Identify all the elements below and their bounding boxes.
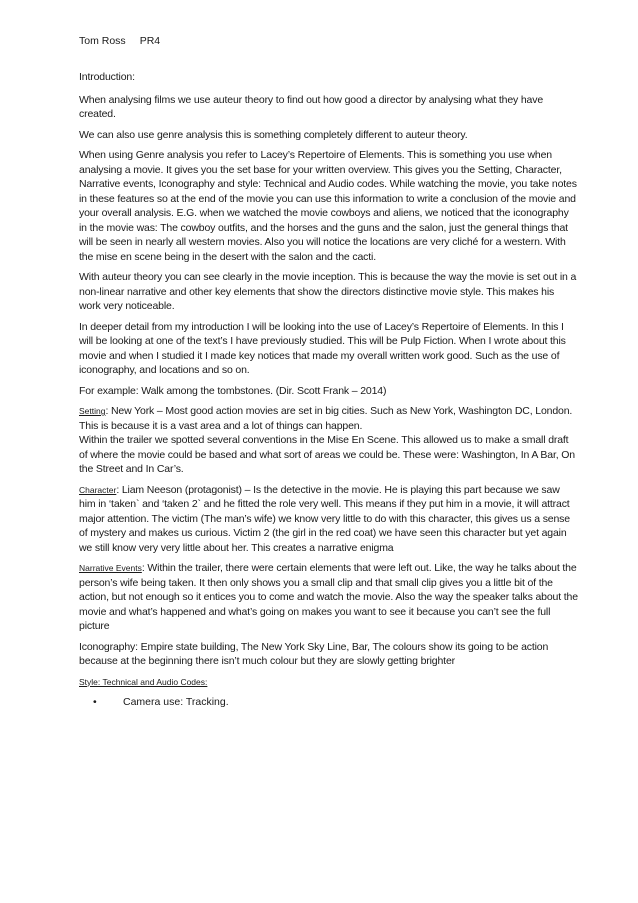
narrative-text: : Within the trailer, there were certain elements that were left out. Like, the way he talks about the person’s wife being taken. It then only shows you a small clip and that small clip gives you a little bit of the action, but not enough so it entices you to come and watch the movie. Also the way the speaker talks about the movie and what’s happened and what’s going on makes you want to see it because you can’t see the full picture bbox=[79, 562, 578, 632]
course-code: PR4 bbox=[139, 35, 161, 47]
character-text: : Liam Neeson (protagonist) – Is the detective in the movie. He is playing this part because we saw him in ‘taken` and ‘taken 2` and he fitted the role very well. This means if they put him in a movie, it will attract major attention. The victim (The man’s wife) we know very little to do with this character, this gives us a sense of mystery and makes us curious. Victim 2 (the girl in the red coat) we have seen this character but yet again we still know very very little about her. This creates a narrative enigma bbox=[79, 483, 570, 554]
setting-text-2: Within the trailer we spotted several conventions in the Mise En Scene. This allowed us to make a small draft of where the movie could be based and what sort of areas we could be. These were: Washington, In A Bar, On the Street and In Car’s. bbox=[79, 434, 575, 475]
paragraph: In deeper detail from my introduction I will be looking into the use of Lacey’s Repertoire of Elements. In this I will be looking at one of the text’s I have previously studied. This will be Pulp Fiction. When I wrote about this movie and when I studied it I made key notices that made my overall written work good. Such as the use of iconography, and locations and so on. bbox=[79, 320, 566, 376]
setting-text: : New York – Most good action movies are set in big cities. Such as New York, Washington DC, London. This is because it is a vast area and a lot of things can happen. bbox=[79, 405, 573, 432]
setting-paragraph bbox=[79, 404, 578, 477]
list-item-text: Camera use: Tracking. bbox=[123, 695, 229, 708]
paragraph: We can also use genre analysis this is something completely different to auteur theory. bbox=[79, 128, 468, 141]
paragraph: When analysing films we use auteur theory to find out how good a director by analysing what they have created. bbox=[79, 93, 544, 120]
iconography-paragraph: Iconography: Empire state building, The New York Sky Line, Bar, The colours show its going to be action because at the beginning there isn’t much colour but they are slowly getting brighter bbox=[79, 640, 549, 667]
character-label: Character bbox=[79, 484, 117, 495]
narrative-label: Narrative Events bbox=[79, 563, 142, 573]
narrative-paragraph bbox=[79, 561, 578, 634]
bullet-list bbox=[79, 695, 578, 709]
paragraph: With auteur theory you can see clearly in the movie inception. This is because the way the movie is set out in a non-linear narrative and other key elements that show the directors distinctive movie style. This makes his work very noticeable. bbox=[79, 271, 577, 312]
setting-label: Setting bbox=[79, 406, 106, 416]
document-header bbox=[79, 34, 578, 48]
section-title: Introduction: bbox=[79, 71, 135, 83]
author-name: Tom Ross bbox=[79, 35, 126, 47]
paragraph: For example: Walk among the tombstones. (Dir. Scott Frank – 2014) bbox=[79, 384, 387, 397]
bullet-icon: • bbox=[93, 695, 97, 708]
paragraph: When using Genre analysis you refer to Lacey’s Repertoire of Elements. This is something you use when analysing a movie. It gives you the set base for your written overview. This gives you the Setting, Character, Narrative events, Iconography and style: Technical and Audio codes. While watching the movie, you take notes in these features so at the end of the movie you can use this information to write a conclusion of the movie and your overall analysis. E.G. when we watched the movie cowboys and aliens, we noticed that the iconography in the movie was: The cowboy outfits, and the horses and the guns and the salon, just the general things that will be seen in nearly all western movies. Also you will notice the locations are very cliché for a western. With the mise en scene being in the desert with the salon and the cacti. bbox=[79, 149, 577, 263]
character-paragraph bbox=[79, 483, 578, 556]
list-item bbox=[87, 695, 578, 709]
style-heading: Style: Technical and Audio Codes: bbox=[79, 676, 208, 687]
